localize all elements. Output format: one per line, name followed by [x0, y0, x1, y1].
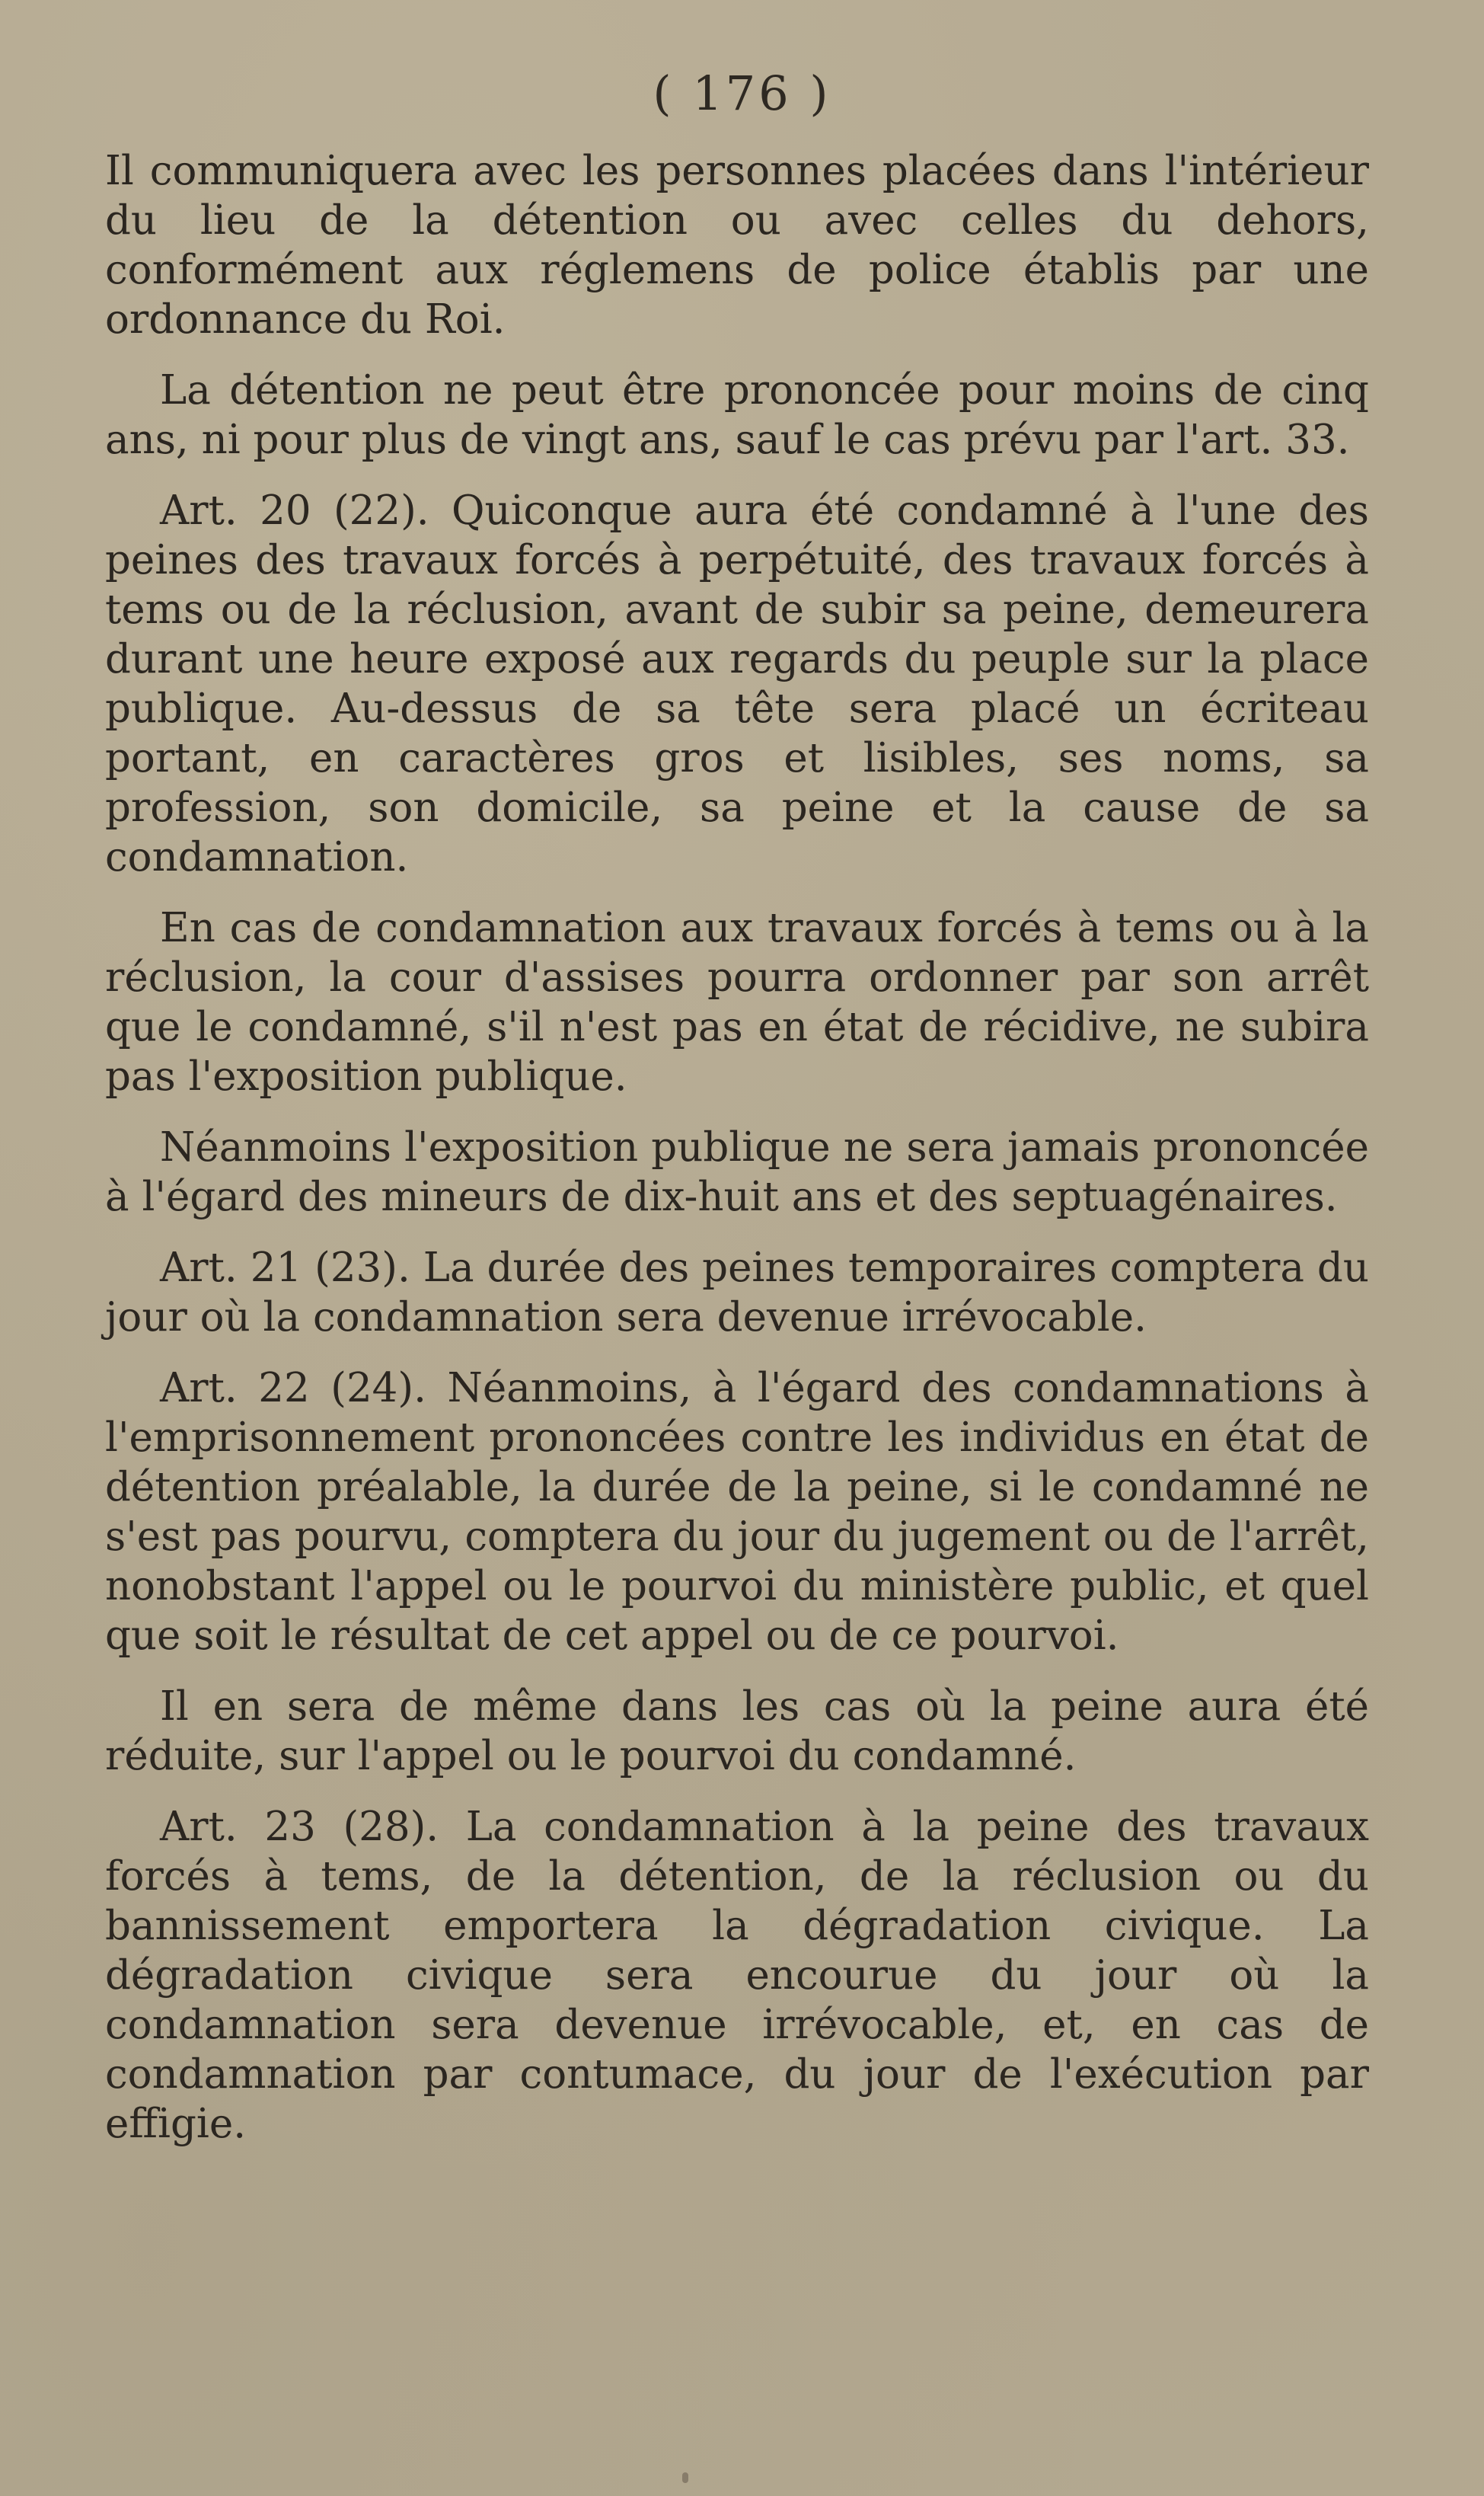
paragraph-2: La détention ne peut être prononcée pour moins de cinq ans, ni pour plus de vingt ans, sauf le cas prévu par l'art. 33.: [105, 367, 1369, 463]
body-text: [105, 146, 1369, 2170]
paragraph-7-article-22: Art. 22 (24). Néanmoins, à l'égard des condamnations à l'emprisonnement prononcées contre les individus en état de détention préalable, la durée de la peine, si le condamné ne s'est pas pourvu, comptera du jour du jugement ou de l'arrêt, nonobstant l'appel ou le pourvoi du ministère public, et quel que soit le résultat de cet appel ou de ce pourvoi.: [105, 1365, 1369, 1659]
paragraph-6-article-21: Art. 21 (23). La durée des peines temporaires comptera du jour où la condamnation sera devenue irrévocable.: [105, 1245, 1369, 1341]
paragraph-3-article-20: Art. 20 (22). Quiconque aura été condamné à l'une des peines des travaux forcés à perpétuité, des travaux forcés à tems ou de la réclusion, avant de subir sa peine, demeurera durant une heure exposé aux regards du peuple sur la place publique. Au-dessus de sa tête sera placé un écriteau portant, en caractères gros et lisibles, ses noms, sa profession, son domicile, sa peine et la cause de sa condamnation.: [105, 487, 1369, 880]
paragraph-8: Il en sera de même dans les cas où la peine aura été réduite, sur l'appel ou le pourvoi du condamné.: [105, 1683, 1369, 1779]
paragraph-9-article-23: Art. 23 (28). La condamnation à la peine des travaux forcés à tems, de la détention, de la réclusion ou du bannissement emportera la dégradation civique. La dégradation civique sera encourue du jour où la condamnation sera devenue irrévocable, et, en cas de condamnation par contumace, du jour de l'exécution par effigie.: [105, 1804, 1369, 2147]
paragraph-5: Néanmoins l'exposition publique ne sera jamais prononcée à l'égard des mineurs de dix-huit ans et des septuagénaires.: [105, 1124, 1369, 1220]
paragraph-4: En cas de condamnation aux travaux forcés à tems ou à la réclusion, la cour d'assises pourra ordonner par son arrêt que le condamné, s'il n'est pas en état de récidive, ne subira pas l'exposition publique.: [105, 905, 1369, 1100]
page-number: ( 176 ): [653, 66, 831, 121]
paragraph-1: Il communiquera avec les personnes placées dans l'intérieur du lieu de la détention ou avec celles du dehors, conformément aux réglemens de police établis par une ordonnance du Roi.: [105, 148, 1369, 343]
ink-speck: [682, 2472, 688, 2483]
